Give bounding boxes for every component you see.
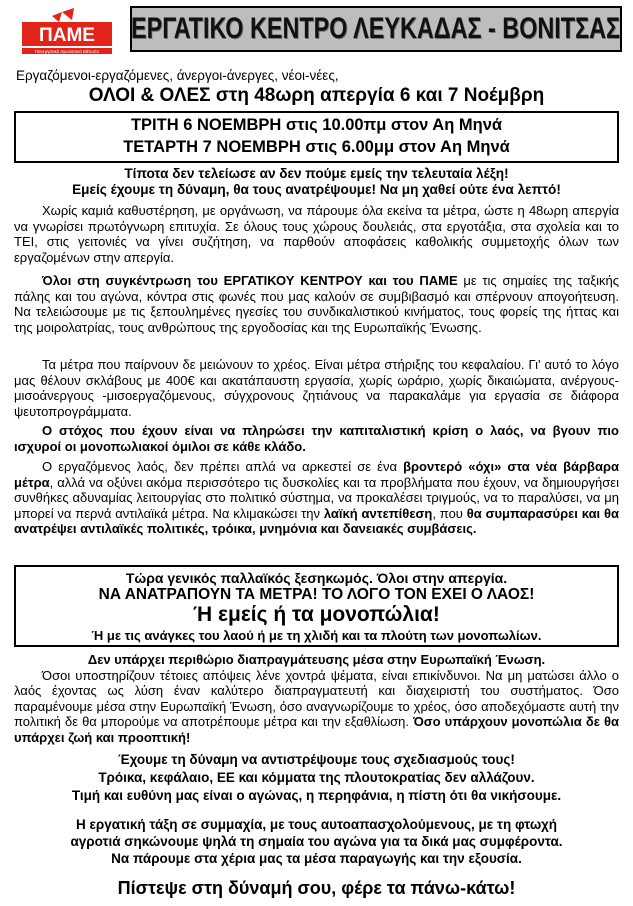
people-text-2: , αλλά να οξύνει ακόμα περισσότερο τις δυσκολίες και τα προβλήματα που έχουν, να δημιουργήσει συνθήκες αδυναμίας λειτουργίας στο πολιτικό σύστημα, να προκαλέσει τριγμούς, να το παραλύσει, να μη μπορεί να περνά αντιλαϊκά μέτρα. Να κλιμακώσει την [14, 474, 619, 521]
title-banner [130, 6, 622, 52]
closing-line-3: Τιμή και ευθύνη μας είναι ο αγώνας, η περηφάνια, η πίστη ότι θα νικήσουμε. [71, 788, 562, 803]
people-text-1: Ο εργαζόμενος λαός, δεν πρέπει απλά να αρκεστεί σε ένα [42, 459, 404, 474]
closing-line-2: Τρόικα, κεφάλαιο, ΕΕ και κόμματα της πλουτοκρατίας δεν αλλάζουν. [98, 770, 535, 785]
page-title: ΕΡΓΑΤΙΚΟ ΚΕΝΤΡΟ ΛΕΥΚΑΔΑΣ - ΒΟΝΙΤΣΑΣ [131, 12, 621, 45]
logo-text: ΠΑΜΕ [39, 25, 95, 46]
people-bold-2: λαϊκή αντεπίθεση [323, 505, 433, 521]
strike-heading: ΟΛΟΙ & ΟΛΕΣ στη 48ωρη απεργία 6 και 7 Νοέμβρη [88, 85, 545, 106]
paragraph-rally [14, 273, 619, 335]
eu-bold-tail: Όσο υπάρχουν μονοπώλια δε θα υπάρχει ζωή και προοπτική! [14, 714, 619, 745]
header [8, 4, 625, 62]
paragraph-eu [14, 652, 619, 746]
call-line-3: Ή εμείς ή τα μονοπώλια! [193, 603, 440, 626]
pame-logo [12, 6, 120, 60]
gatherings-box [14, 111, 619, 163]
call-line-1: Τώρα γενικός παλλαϊκός ξεσηκωμός. Όλοι στην απεργία. [125, 570, 508, 586]
paragraph-organisation [14, 203, 619, 265]
call-box [14, 565, 619, 647]
closing-line-5: αγροτιά σηκώνουμε ψηλά τη σημαία του αγώνα για τα δικά μας συμφέροντα. [70, 834, 563, 849]
pame-logo-icon [12, 6, 120, 60]
people-bold-3: θα συμπαρασύρει και θα ανατρέψει αντιλαϊκές πολιτικές, τρόικα, μνημόνια και δανειακές συμβάσεις. [14, 505, 620, 537]
call-line-4: Ή με τις ανάγκες του λαού ή με τη χλιδή και τα πλούτη των μονοπωλίων. [91, 628, 542, 643]
slogan-line-1: Τίποτα δεν τελείωσε αν δεν πούμε εμείς την τελευταία λέξη! [124, 166, 509, 181]
closing-line-4: Η εργατική τάξη σε συμμαχία, με τους αυτοαπασχολούμενους, με τη φτωχή [75, 817, 558, 832]
rally-lead: Όλοι στη συγκέντρωση του ΕΡΓΑΤΙΚΟΥ ΚΕΝΤΡΟΥ και του ΠΑΜΕ [42, 273, 458, 288]
paragraph-text: Χωρίς καμιά καθυστέρηση, με οργάνωση, να πάρουμε όλα εκείνα τα μέτρα, ώστε η 48ωρη απεργία να γνωρίσει πρωτόγνωρη επιτυχία. Σε όλους τους χώρους δουλειάς, στα εργοτάξια, στα σχολεία και το ΤΕΙ, στις γειτονιές να γίνει συζήτηση, να παρθούν αποφάσεις καθολικής συμμετοχής όλων των εργαζομένων στην απεργία. [14, 203, 619, 265]
eu-heading: Δεν υπάρχει περιθώριο διαπραγμάτευσης μέσα στην Ευρωπαϊκή Ένωση. [87, 652, 546, 667]
call-line-2: ΝΑ ΑΝΑΤΡΑΠΟΥΝ ΤΑ ΜΕΤΡΑ! ΤΟ ΛΟΓΟ ΤΟΝ ΕΧΕΙ Ο ΛΑΟΣ! [98, 586, 535, 603]
paragraph-measures [14, 357, 619, 419]
gathering-tuesday: ΤΡΙΤΗ 6 ΝΟΕΜΒΡΗ στις 10.00πμ στον Αη Μηνά [130, 116, 503, 134]
logo-subtitle: Πανεργατικό Αγωνιστικό Μέτωπο [34, 49, 100, 54]
paragraph-people [14, 459, 619, 537]
closing-line-1: Έχουμε τη δύναμη να αντιστρέψουμε τους σχεδιασμούς τους! [118, 752, 515, 767]
eu-text: Όσοι υποστηρίζουν τέτοιες απόψεις λένε χοντρά ψέματα, είναι επικίνδυνοι. Να μη ματώσει άλλο ο λαός έχοντας ως λύση έναν καλύτερο διαπραγματευτή και διαχειριστή του συστήματος. Όσο παραμένουμε μέσα στην Ευρωπαϊκή Ένωση, όσο αναγνωρίζουμε το χρέος, όσο αποδεχόμαστε αυτή την πολιτική δε θα μπορούμε να αποτρέπουμε μέτρα και την εξαθλίωση. [14, 667, 619, 730]
slogan-line-2: Εμείς έχουμε τη δύναμη, θα τους ανατρέψουμε! Να μη χαθεί ούτε ένα λεπτό! [72, 182, 561, 197]
measures-text: Τα μέτρα που παίρνουν δε μειώνουν το χρέος. Είναι μέτρα στήριξης του κεφαλαίου. Γι' αυτό το λόγο μας θέλουν σκλάβους με 400€ και ακατάπαυστη εργασία, χωρίς ωράριο, χωρίς δικαιώματα, ανέργους- μισοάνεργους -μισοεργαζόμενους, σύγχρονους ζητιάνους να παρακαλάμε για εργασία σε διάφορα ψευτοπρογράμματα. [14, 357, 619, 419]
final-slogan: Πίστεψε στη δύναμή σου, φέρε τα πάνω-κάτω! [117, 878, 516, 898]
people-bold-1: βροντερό «όχι» στα νέα βάρβαρα μέτρα [14, 459, 619, 490]
rally-text: με τις σημαίες της ταξικής πάλης και του αγώνα, κόντρα στις φωνές που μας καλούν σε συμβιβασμό και σπέρνουν απογοήτευση. Να τελειώσουμε με τις ξεπουλημένες ηγεσίες του συνδικαλιστικού κινήματος, τους φορείς της ήττας και της μοιρολατρίας, τους ανθρώπους της εργοδοσίας και της Ευρωπαϊκής Ένωσης. [14, 273, 619, 335]
goal-text: Ο στόχος που έχουν είναι να πληρώσει την καπιταλιστική κρίση ο λαός, να βγουν πιο ισχυροί οι μονοπωλιακοί όμιλοι σε κάθε κλάδο. [14, 423, 619, 454]
address-line: Εργαζόμενοι-εργαζόμενες, άνεργοι-άνεργες, νέοι-νέες, [16, 68, 339, 83]
people-text-3: , που [432, 505, 467, 521]
gathering-wednesday: ΤΕΤΑΡΤΗ 7 ΝΟΕΜΒΡΗ στις 6.00μμ στον Αη Μηνά [123, 138, 510, 156]
paragraph-goal [14, 423, 619, 454]
closing-line-6: Να πάρουμε στα χέρια μας τα μέσα παραγωγής και την εξουσία. [111, 851, 522, 866]
